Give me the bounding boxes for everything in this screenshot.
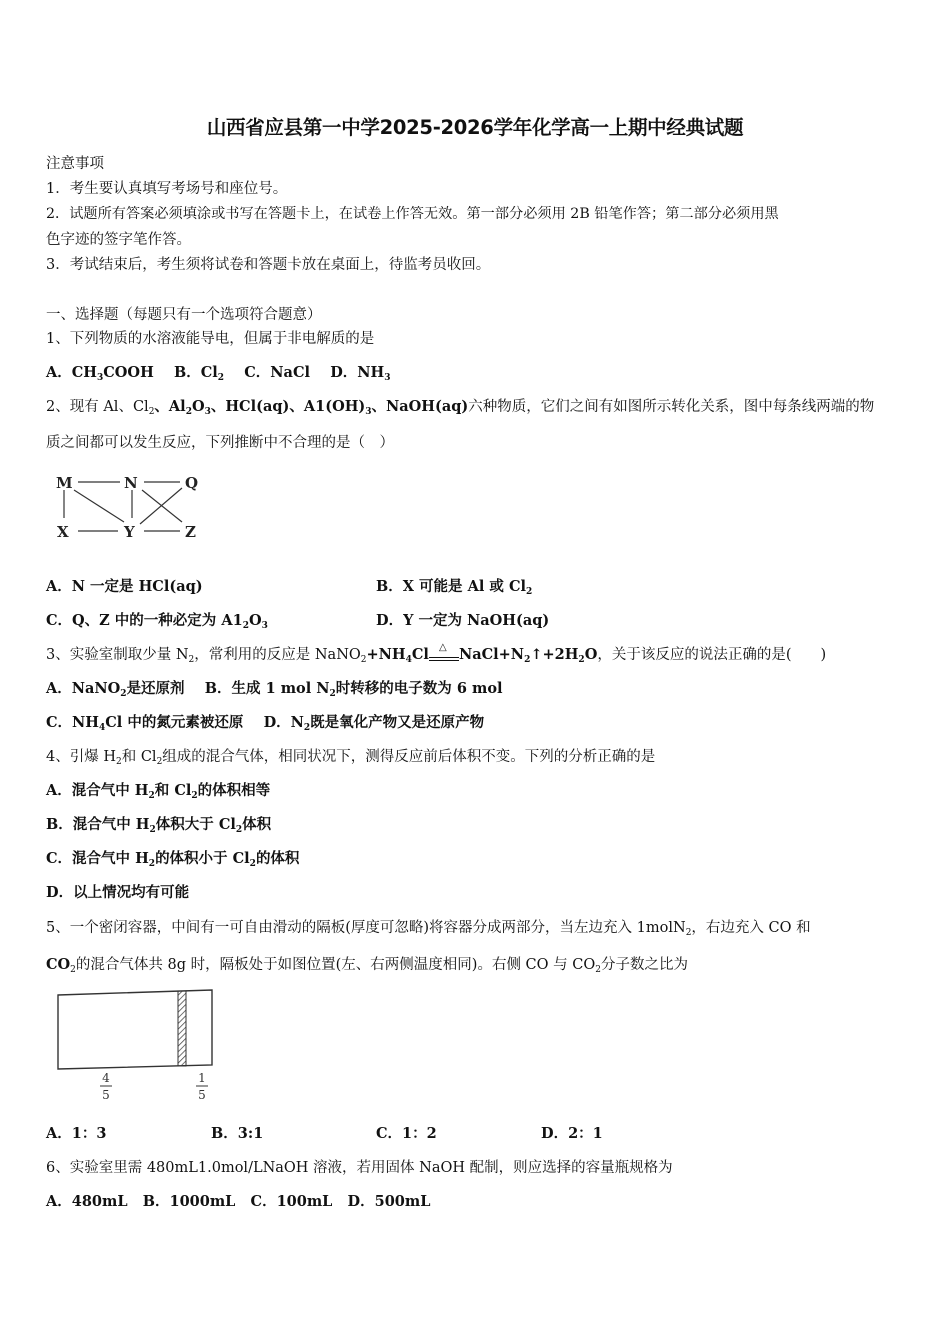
q4-option-c[interactable]: C．混合气中 $H_2$的体积小于 $Cl_2$的体积: [46, 850, 300, 869]
page-title: 山西省应县第一中学2025-2026学年化学高一上期中经典试题: [206, 116, 744, 139]
q2-option-c[interactable]: C．Q、Z 中的一种必定为 $A1_2O_3$: [46, 612, 268, 631]
q2-option-b[interactable]: B．X 可能是 Al 或 $Cl_2$: [376, 578, 533, 597]
q3-options-row-1: [46, 677, 503, 698]
q5-option-d[interactable]: D．2：1: [541, 1125, 603, 1142]
question-1-stem: 1、下列物质的水溶液能导电，但属于非电解质的是: [46, 331, 375, 347]
question-2-stem: 2、现有 Al、$Cl_2$、$Al_2O_3$、HCl(aq)、$A1(OH)_3$、NaOH(aq)六种物质，它们之间有如图所示转化关系，图中每条线两端的物: [46, 398, 875, 417]
frac-right-numerator: 1: [198, 1071, 206, 1085]
q4-option-b[interactable]: B．混合气中 $H_2$体积大于 $Cl_2$体积: [46, 816, 272, 835]
question-5-stem-cont: $CO_2$的混合气体共 8g 时，隔板处于如图位置(左、右两侧温度相同)。右侧 CO 与 $CO_2$分子数之比为: [46, 956, 688, 975]
frac-left-denominator: 5: [102, 1088, 110, 1102]
frac-left-numerator: 4: [102, 1071, 110, 1085]
q6-option-d[interactable]: D．500mL: [347, 1193, 431, 1210]
container-outline: [58, 990, 212, 1069]
node-q: Q: [185, 474, 199, 492]
q3-option-b[interactable]: B．生成 1 mol $N_2$时转移的电子数为 6 mol: [204, 680, 503, 699]
q5-option-a[interactable]: A．1：3: [46, 1125, 107, 1142]
question-6-options: [46, 1190, 430, 1211]
heat-equals-sign: △: [429, 647, 459, 661]
q4-option-a[interactable]: A．混合气中 $H_2$和 $Cl_2$的体积相等: [46, 782, 271, 801]
notice-item-3: 3．考试结束后，考生须将试卷和答题卡放在桌面上，待监考员收回。: [46, 257, 491, 273]
q5-container-diagram: [52, 985, 222, 1110]
q1-option-b[interactable]: B．$Cl_2$: [173, 364, 225, 383]
q1-option-d[interactable]: D．$NH_3$: [330, 364, 391, 383]
q5-option-b[interactable]: B．3:1: [211, 1125, 264, 1142]
q6-option-b[interactable]: B．1000mL: [142, 1193, 236, 1210]
q6-option-c[interactable]: C．100mL: [250, 1193, 333, 1210]
frac-right-denominator: 5: [198, 1088, 206, 1102]
q3-option-c[interactable]: C．$NH_4Cl$ 中的氮元素被还原: [46, 714, 244, 733]
q4-option-d[interactable]: D．以上情况均有可能: [46, 884, 190, 901]
q2-reaction-diagram: [52, 470, 212, 542]
node-n: N: [124, 474, 138, 492]
q2-option-a[interactable]: A．N 一定是 HCl(aq): [46, 578, 203, 595]
link-m-y: [74, 490, 124, 522]
q3-option-a[interactable]: A．NaNO$_2$是还原剂: [46, 680, 185, 699]
q1-option-c[interactable]: C．NaCl: [244, 364, 311, 381]
notice-item-2-cont: 色字迹的签字笔作答。: [46, 232, 191, 248]
q5-option-c[interactable]: C．1：2: [376, 1125, 437, 1142]
sliding-partition: [178, 991, 186, 1066]
q1-option-a[interactable]: A．$CH_3COOH$: [46, 364, 154, 383]
node-y: Y: [124, 523, 135, 541]
notice-heading: 注意事项: [46, 156, 104, 172]
question-2-stem-cont: 质之间都可以发生反应，下列推断中不合理的是（ ）: [46, 435, 394, 451]
notice-item-2: 2．试题所有答案必须填涂或书写在答题卡上，在试卷上作答无效。第一部分必须用 2B 铅笔作答；第二部分必须用黑: [46, 206, 779, 222]
q6-option-a[interactable]: A．480mL: [46, 1193, 128, 1210]
q3-option-d[interactable]: D．$N_2$既是氧化产物又是还原产物: [263, 714, 485, 733]
notice-item-1: 1．考生要认真填写考场号和座位号。: [46, 181, 288, 197]
q3-options-row-2: [46, 711, 484, 732]
question-5-stem: 5、一个密闭容器，中间有一可自由滑动的隔板(厚度可忽略)将容器分成两部分，当左边充入 1molN$_2$，右边充入 CO 和: [46, 920, 811, 938]
node-m: M: [56, 474, 73, 492]
question-1-options: [46, 361, 391, 382]
q2-option-d[interactable]: D．Y 一定为 NaOH(aq): [376, 612, 550, 629]
question-3-stem: 3、实验室制取少量 $N_2$，常利用的反应是 $NaNO_2+NH_4Cl$ △ $NaCl+N_2↑+2H_2O$，关于该反应的说法正确的是( ): [46, 642, 827, 665]
node-x: X: [57, 523, 69, 541]
question-6-stem: 6、实验室里需 480mL1.0mol/LNaOH 溶液，若用固体 NaOH 配制，则应选择的容量瓶规格为: [46, 1160, 673, 1176]
question-4-stem: 4、引爆 $H_2$和 $Cl_2$组成的混合气体，相同状况下，测得反应前后体积不变。下列的分析正确的是: [46, 749, 656, 767]
node-z: Z: [185, 523, 196, 541]
section-heading: 一、选择题（每题只有一个选项符合题意）: [46, 307, 322, 323]
